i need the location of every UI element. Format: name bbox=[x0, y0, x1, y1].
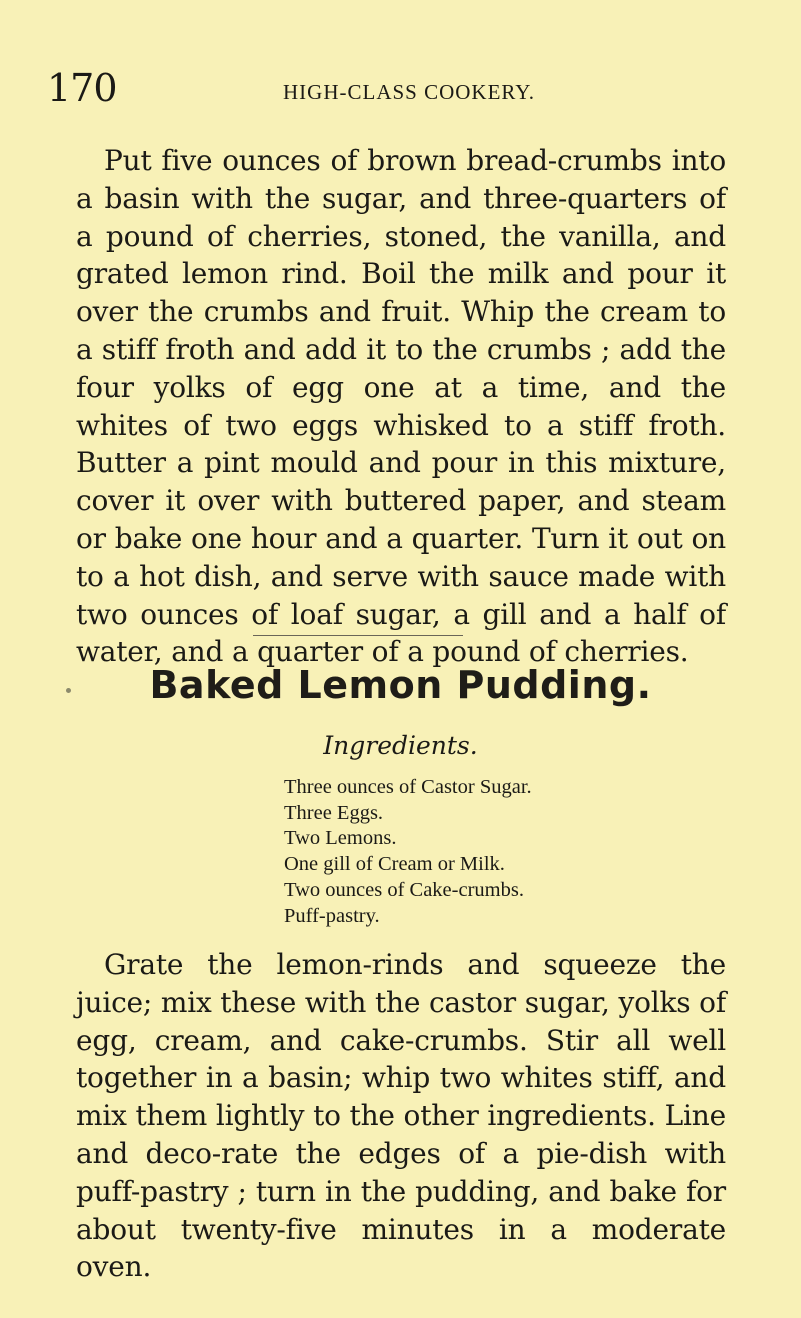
ingredient-item: Two ounces of Cake-crumbs. bbox=[284, 878, 524, 901]
section-divider bbox=[253, 635, 463, 636]
ingredient-list bbox=[284, 775, 532, 929]
page-number: 170 bbox=[47, 66, 117, 110]
ingredient-item: One gill of Cream or Milk. bbox=[284, 853, 505, 876]
page-header bbox=[0, 66, 801, 110]
ingredient-item: Puff-pastry. bbox=[284, 904, 380, 927]
recipe-method: Grate the lemon-rinds and squeeze the juice; mix these with the castor sugar, yolks of egg, cream, and cake-crumbs. Stir all well together in a basin; whip two whites stiff, and mix them lightly to the other ingredients. Line and deco-rate the edges of a pie-dish with puff-pastry ; turn in the pudding, and bake for about twenty-five minutes in a moderate oven. bbox=[76, 948, 726, 1284]
ingredient-item: Three ounces of Castor Sugar. bbox=[284, 776, 532, 798]
ingredient-item: Two Lemons. bbox=[284, 827, 397, 850]
running-head: HIGH-CLASS COOKERY. bbox=[283, 80, 535, 104]
recipe-title: Baked Lemon Pudding. bbox=[149, 663, 652, 707]
previous-recipe-method: Put five ounces of brown bread-crumbs into a basin with the sugar, and three-quarters of a pound of cherries, stoned, the vanilla, and grated lemon rind. Boil the milk and pour it over the crumbs and fruit. Whip the cream to a stiff froth and add it to the crumbs ; add the four yolks of egg one at a time, and the whites of two eggs whisked to a stiff froth. Butter a pint mould and pour in this mixture, cover it over with buttered paper, and steam or bake one hour and a quarter. Turn it out on to a hot dish, and serve with sauce made with two ounces of loaf sugar, a gill and a half of water, and a quarter of a pound of cherries. bbox=[76, 144, 726, 669]
ingredients-heading: Ingredients. bbox=[323, 731, 478, 760]
ingredient-item: Three Eggs. bbox=[284, 801, 384, 824]
